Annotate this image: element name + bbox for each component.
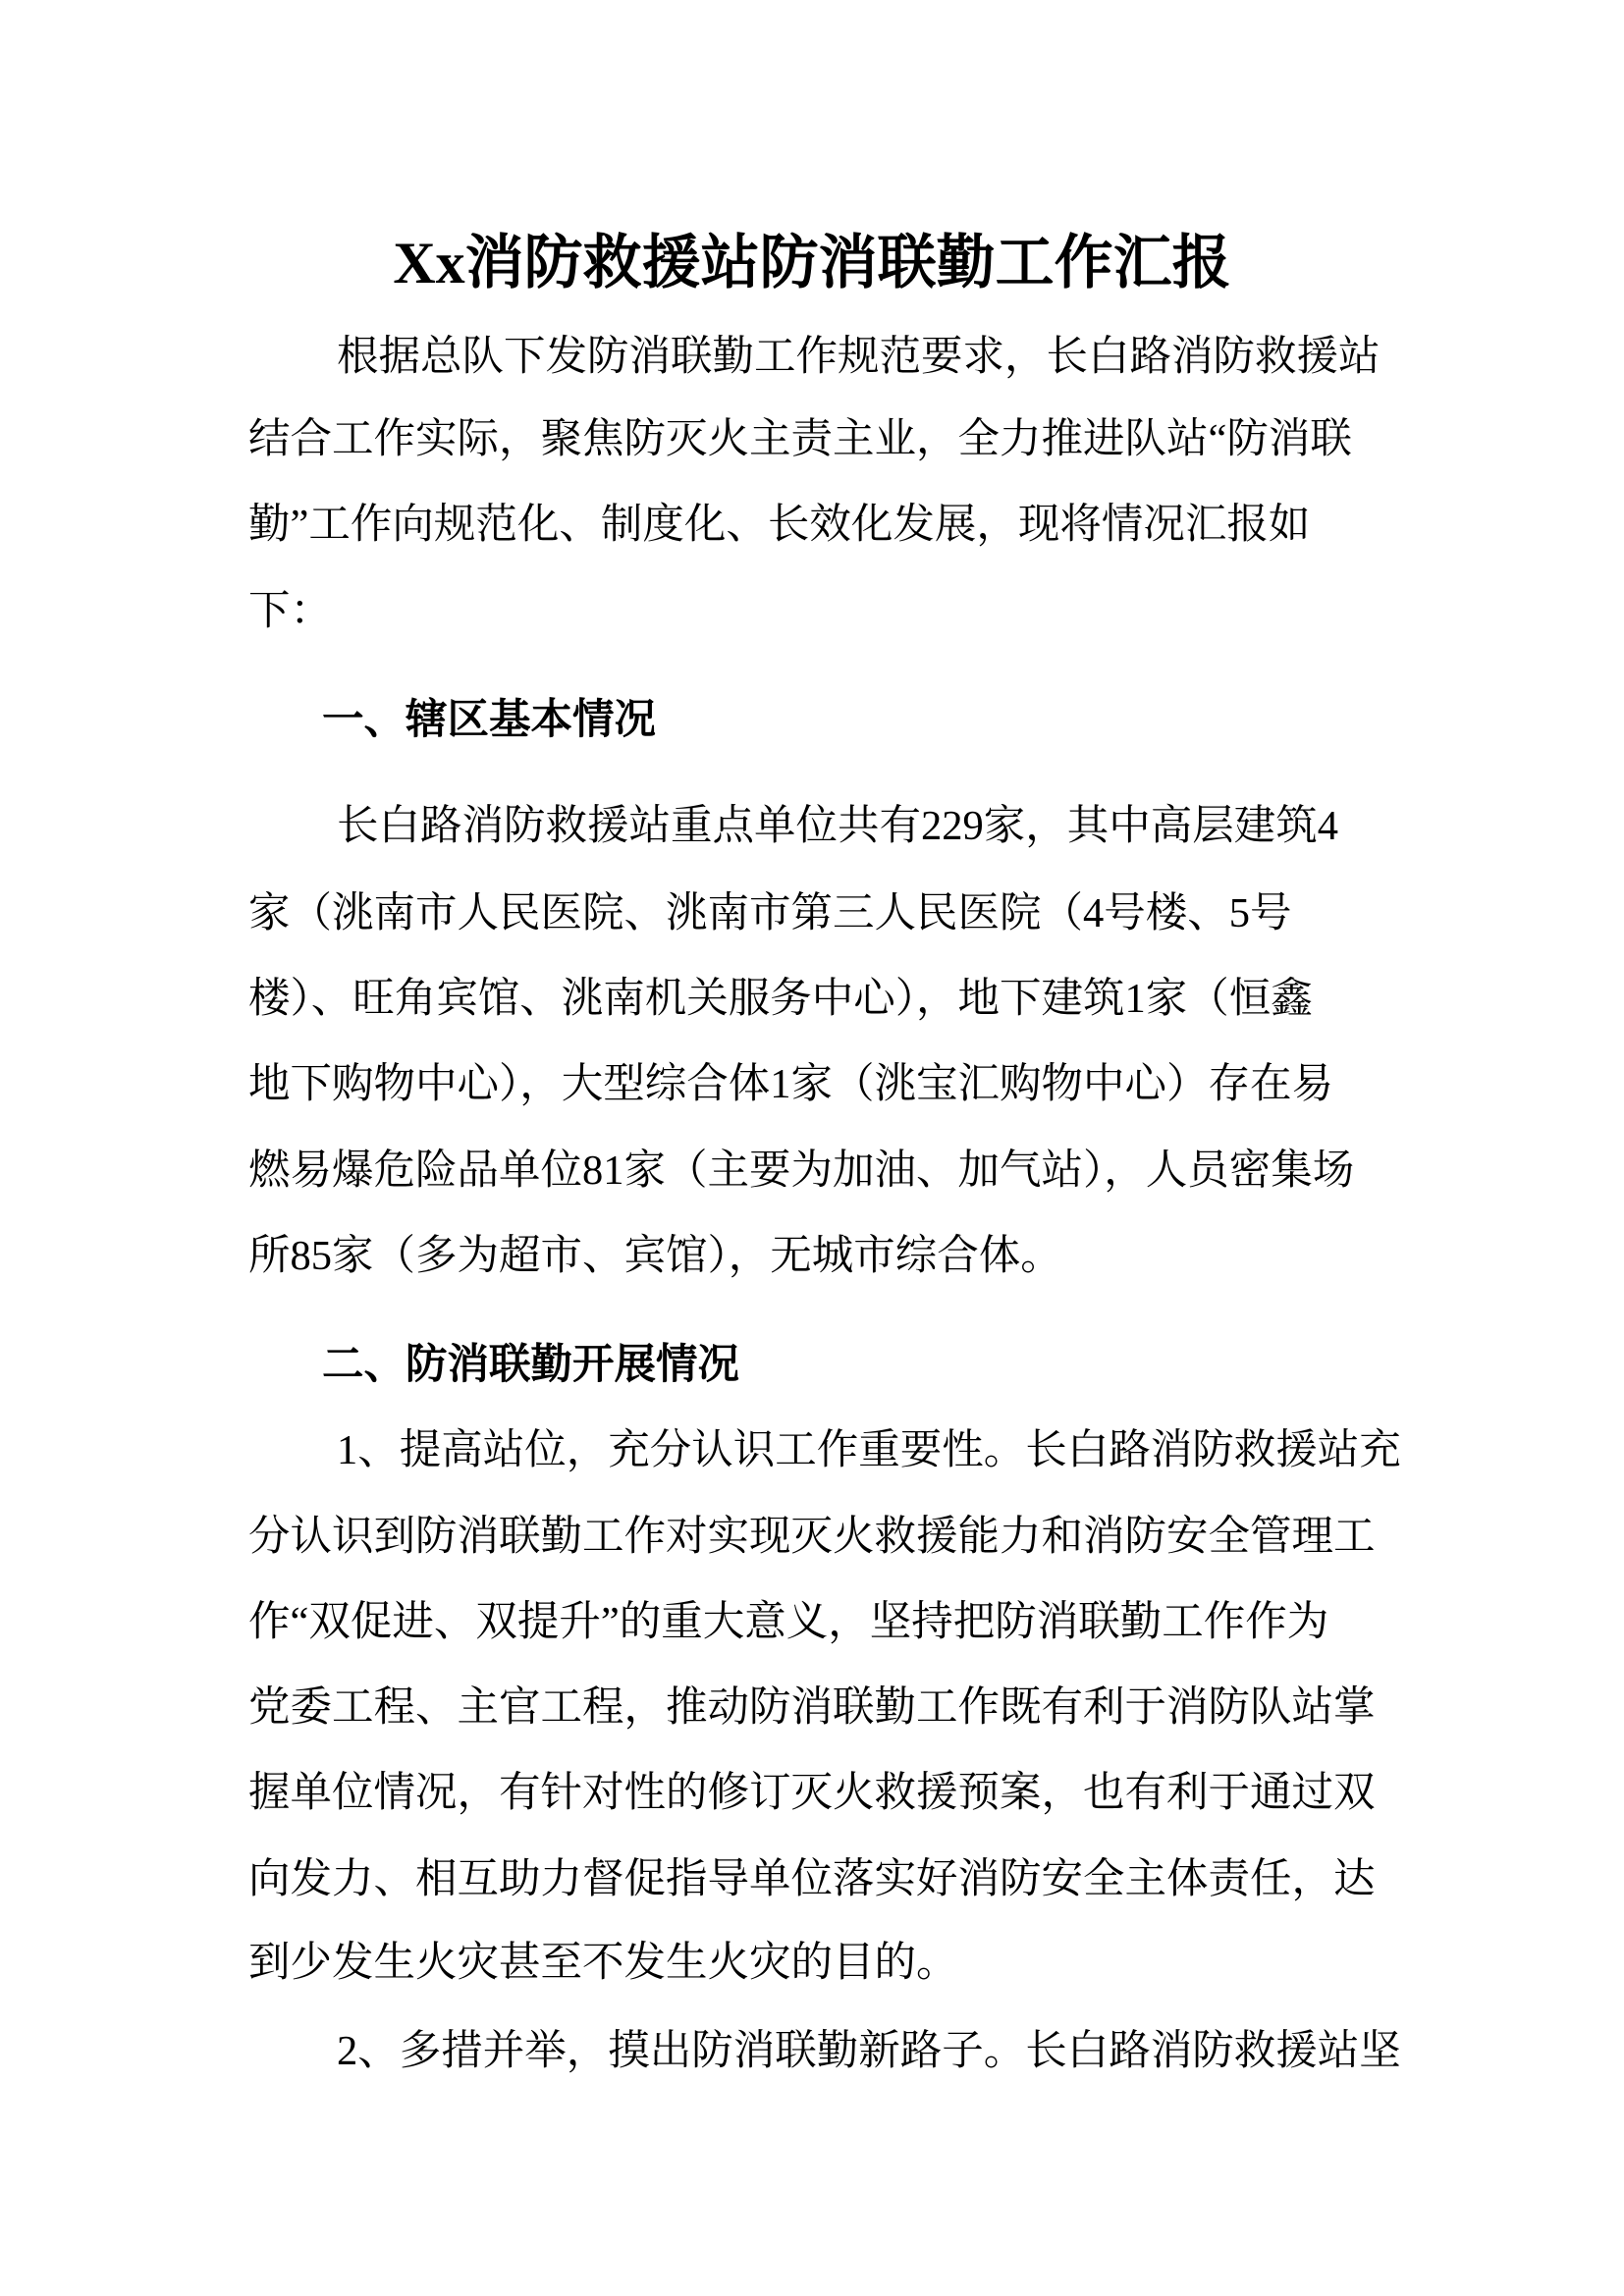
paragraph-line: 下： — [248, 588, 333, 634]
paragraph-line: 握单位情况，有针对性的修订灭火救援预案，也有利于通过双 — [248, 1770, 1376, 1816]
paragraph-line: 分认识到防消联勤工作对实现灭火救援能力和消防安全管理工 — [248, 1514, 1376, 1560]
paragraph-line: 长白路消防救援站重点单位共有229家，其中高层建筑4 — [337, 803, 1339, 849]
paragraph-line: 党委工程、主官工程，推动防消联勤工作既有利于消防队站掌 — [248, 1684, 1376, 1731]
document-title: Xx消防救援站防消联勤工作汇报 — [393, 231, 1231, 295]
paragraph-line: 向发力、相互助力督促指导单位落实好消防安全主体责任，达 — [248, 1856, 1376, 1902]
paragraph-line: 所85家（多为超市、宾馆），无城市综合体。 — [248, 1233, 1062, 1279]
paragraph-line: 楼）、旺角宾馆、洮南机关服务中心），地下建筑1家（恒鑫 — [248, 976, 1313, 1022]
paragraph-line: 燃易爆危险品单位81家（主要为加油、加气站），人员密集场 — [248, 1148, 1355, 1194]
paragraph-line: 2、多措并举，摸出防消联勤新路子。长白路消防救援站坚 — [337, 2028, 1401, 2074]
paragraph-line: 勤”工作向规范化、制度化、长效化发展，现将情况汇报如 — [248, 502, 1311, 548]
paragraph-line: 结合工作实际，聚焦防灭火主责主业，全力推进队站“防消联 — [248, 416, 1352, 462]
paragraph-line: 地下购物中心），大型综合体1家（洮宝汇购物中心）存在易 — [248, 1061, 1334, 1107]
paragraph-line: 到少发生火灾甚至不发生火灾的目的。 — [248, 1940, 958, 1986]
section-heading: 二、防消联勤开展情况 — [322, 1342, 740, 1388]
paragraph-line: 作“双促进、双提升”的重大意义，坚持把防消联勤工作作为 — [248, 1599, 1329, 1645]
paragraph-line: 家（洮南市人民医院、洮南市第三人民医院（4号楼、5号 — [248, 890, 1292, 936]
section-heading: 一、辖区基本情况 — [322, 697, 657, 743]
paragraph-line: 根据总队下发防消联勤工作规范要求，长白路消防救援站 — [337, 334, 1380, 380]
paragraph-line: 1、提高站位，充分认识工作重要性。长白路消防救援站充 — [337, 1427, 1401, 1473]
